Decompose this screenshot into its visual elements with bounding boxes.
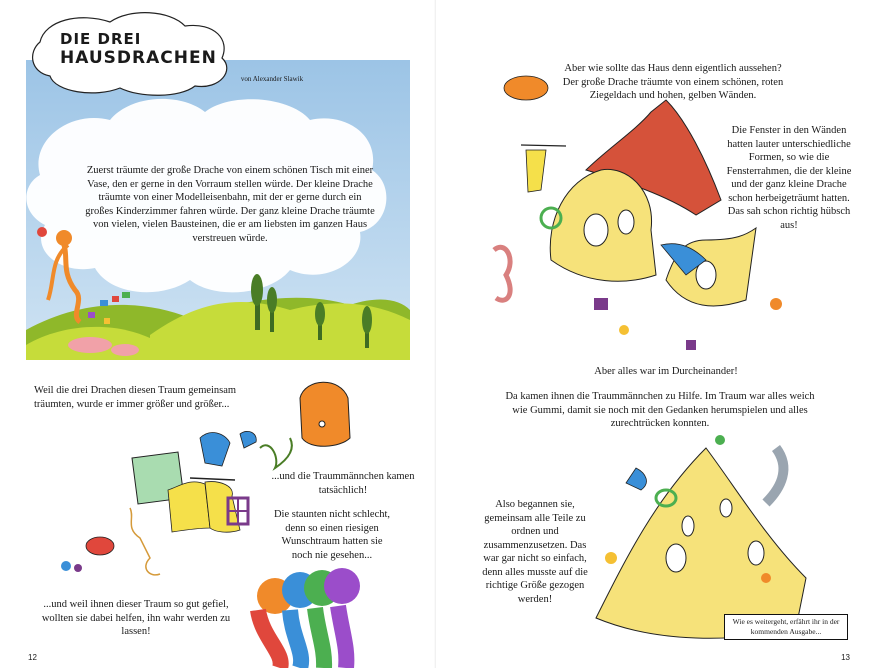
- jumble-text: Aber alles war im Durcheinander!: [594, 366, 738, 377]
- title-line2: HAUSDRACHEN: [60, 48, 217, 68]
- manikins-came-text: ...und die Traummännchen kamen tatsächlich!: [271, 471, 415, 496]
- title-block: [60, 30, 230, 68]
- dream-grows-text: Weil die drei Drachen diesen Traum gemeinsam träumten, wurde er immer größer und größer...: [34, 385, 237, 410]
- continued-note: Wie es weitergeht, erfährt ihr in der kommenden Ausgabe...: [732, 617, 840, 636]
- page-number-left: 12: [28, 653, 37, 662]
- began-sorting-text: Also begannen sie, gemeinsam alle Teile zu ordnen und zusammenzusetzen. Das war gar nicht so einfach, denn alles musste auf die richtige Größe gezogen werden!: [482, 499, 588, 605]
- right-page: [436, 0, 872, 668]
- author-credit: von Alexander Slawik: [240, 75, 304, 83]
- title-line1: DIE DREI: [60, 30, 142, 48]
- intro-text: Zuerst träumte der große Drache von einem schönen Tisch mit einer Vase, den er gerne in den Vorraum stellen würde. Der kleine Drache träumte von einer Modelleisenbahn, mit der er gerne durch ein großes Kinderzimmer fahren würde. Der ganz kleine Drache träumte von vielen, vielen Bausteinen, die er am liebsten im ganzen Haus verstreuen würde.: [85, 165, 375, 244]
- continued-note-box: [724, 614, 848, 640]
- help-came-text: Da kamen ihnen die Traummännchen zu Hilfe. Im Traum war alles weich wie Gummi, damit sie noch mit den Gedanken herumspielen und alles zurechtrücken konnten.: [505, 391, 815, 429]
- helped-text: ...und weil ihnen dieser Traum so gut gefiel, wollten sie dabei helfen, ihn wahr werden zu lassen!: [41, 599, 231, 637]
- amazed-text: Die staunten nicht schlecht, denn so einen riesigen Wunschtraum hatten sie noch nie gesehen...: [273, 509, 391, 561]
- windows-text: Die Fenster in den Wänden hatten lauter unterschiedliche Formen, so wie die Fensterrahmen, die der kleine und der ganz kleine Drache schon herbeigeträumt hatten. Das sah schon richtig hübsch aus!: [726, 125, 852, 231]
- house-question-text: Aber wie sollte das Haus denn eigentlich aussehen? Der große Drache träumte von einem schönen, roten Ziegeldach und hohen, gelben Wänden.: [562, 63, 784, 101]
- page-number-right: 13: [841, 653, 850, 662]
